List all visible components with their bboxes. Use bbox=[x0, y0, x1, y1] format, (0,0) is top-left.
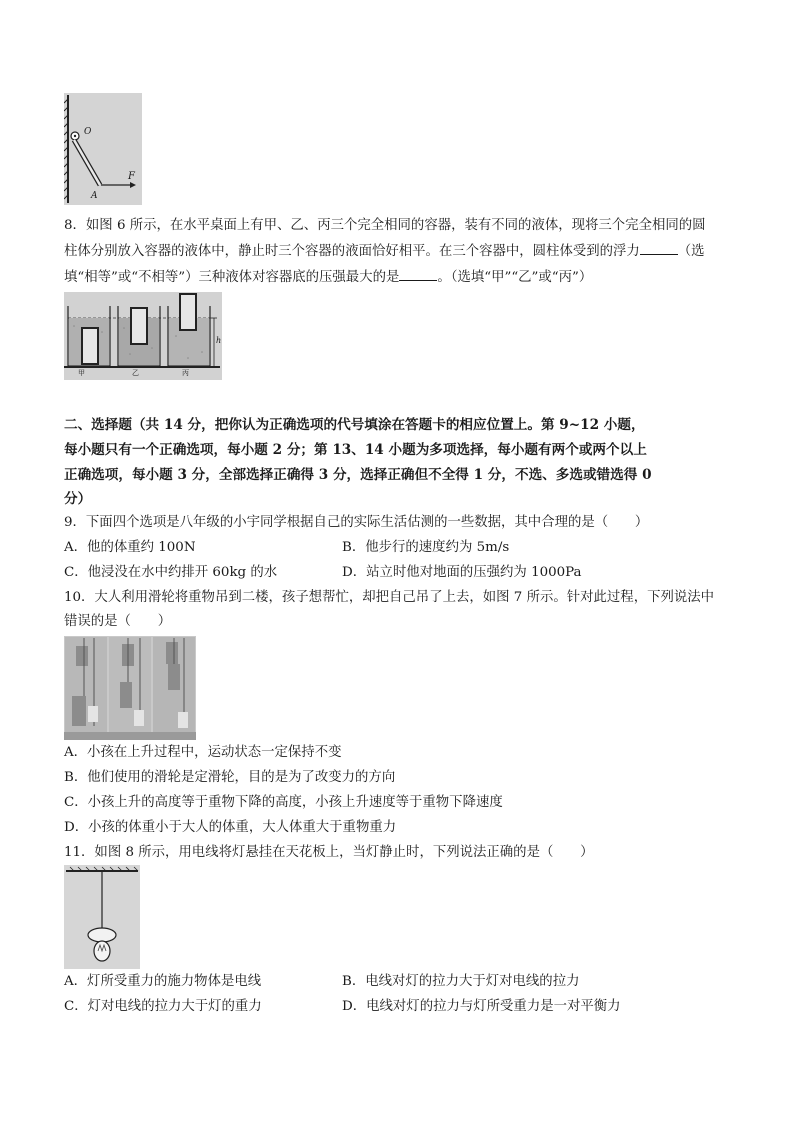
q11-stem: 11．如图 8 所示，用电线将灯悬挂在天花板上，当灯静止时，下列说法正确的是（ ） bbox=[64, 845, 594, 860]
q8-line2 bbox=[64, 241, 705, 262]
q8-line2-end: （选 bbox=[677, 244, 705, 259]
q8-line3-text: 填“相等”或“不相等”）三种液体对容器底的压强最大的是 bbox=[64, 270, 400, 285]
q9-stem: 9．下面四个选项是八年级的小宇同学根据自己的实际生活估测的一些数据，其中合理的是（ ） bbox=[64, 515, 649, 530]
q10-line1: 10．大人利用滑轮将重物吊到二楼，孩子想帮忙，却把自己吊了上去，如图 7 所示。针对此过程，下列说法中 bbox=[64, 590, 715, 605]
q10-option-d[interactable]: D．小孩的体重小于大人的体重，大人体重大于重物重力 bbox=[64, 820, 397, 835]
q9-option-c[interactable]: C．他浸没在水中约排开 60kg 的水 bbox=[64, 565, 278, 580]
q10-option-b[interactable]: B．他们使用的滑轮是定滑轮，目的是为了改变力的方向 bbox=[64, 770, 396, 785]
label-o: O bbox=[84, 127, 92, 137]
figure-pulley-photos bbox=[64, 636, 196, 740]
q8-line3 bbox=[64, 267, 592, 288]
figure-lever bbox=[64, 93, 142, 205]
q11-option-d[interactable]: D．电线对灯的拉力与灯所受重力是一对平衡力 bbox=[342, 999, 621, 1014]
q8-line1: 8．如图 6 所示，在水平桌面上有甲、乙、丙三个完全相同的容器，装有不同的液体，现将三个完全相同的圆 bbox=[64, 218, 706, 233]
q11-option-c[interactable]: C．灯对电线的拉力大于灯的重力 bbox=[64, 999, 262, 1014]
label-bing: 丙 bbox=[182, 369, 189, 377]
section2-line1: 二、选择题（共 14 分，把你认为正确选项的代号填涂在答题卡的相应位置上。第 9~12 小题， bbox=[64, 417, 645, 433]
section2-line4: 分） bbox=[64, 491, 92, 507]
q11-option-a[interactable]: A．灯所受重力的施力物体是电线 bbox=[64, 974, 262, 989]
q8-line3-end: 。（选填“甲”“乙”或“丙”） bbox=[437, 270, 593, 285]
q8-blank-pressure[interactable] bbox=[399, 267, 437, 281]
q9-option-a[interactable]: A．他的体重约 100N bbox=[64, 540, 196, 555]
q8-line2-text: 柱体分别放入容器的液体中，静止时三个容器的液面恰好相平。在三个容器中，圆柱体受到的浮力 bbox=[64, 244, 640, 259]
label-jia: 甲 bbox=[78, 369, 85, 377]
q10-option-a[interactable]: A．小孩在上升过程中，运动状态一定保持不变 bbox=[64, 745, 342, 760]
q11-option-b[interactable]: B．电线对灯的拉力大于灯对电线的拉力 bbox=[342, 974, 580, 989]
label-f: F bbox=[128, 171, 135, 182]
label-a: A bbox=[91, 191, 98, 201]
section2-line2: 每小题只有一个正确选项，每小题 2 分；第 13、14 小题为多项选择，每小题有两个或两个以上 bbox=[64, 442, 647, 458]
section2-line3: 正确选项，每小题 3 分，全部选择正确得 3 分，选择正确但不全得 1 分，不选、多选或错选得 0 bbox=[64, 467, 652, 483]
figure-hanging-lamp bbox=[64, 865, 140, 969]
figure-containers bbox=[64, 292, 222, 380]
q9-option-d[interactable]: D．站立时他对地面的压强约为 1000Pa bbox=[342, 565, 582, 580]
q9-option-b[interactable]: B．他步行的速度约为 5m/s bbox=[342, 540, 510, 555]
q8-blank-buoyancy[interactable] bbox=[640, 241, 678, 255]
q10-option-c[interactable]: C．小孩上升的高度等于重物下降的高度，小孩上升速度等于重物下降速度 bbox=[64, 795, 503, 810]
label-yi: 乙 bbox=[132, 369, 139, 377]
q10-line2: 错误的是（ ） bbox=[64, 614, 172, 629]
label-h: h bbox=[216, 336, 222, 345]
